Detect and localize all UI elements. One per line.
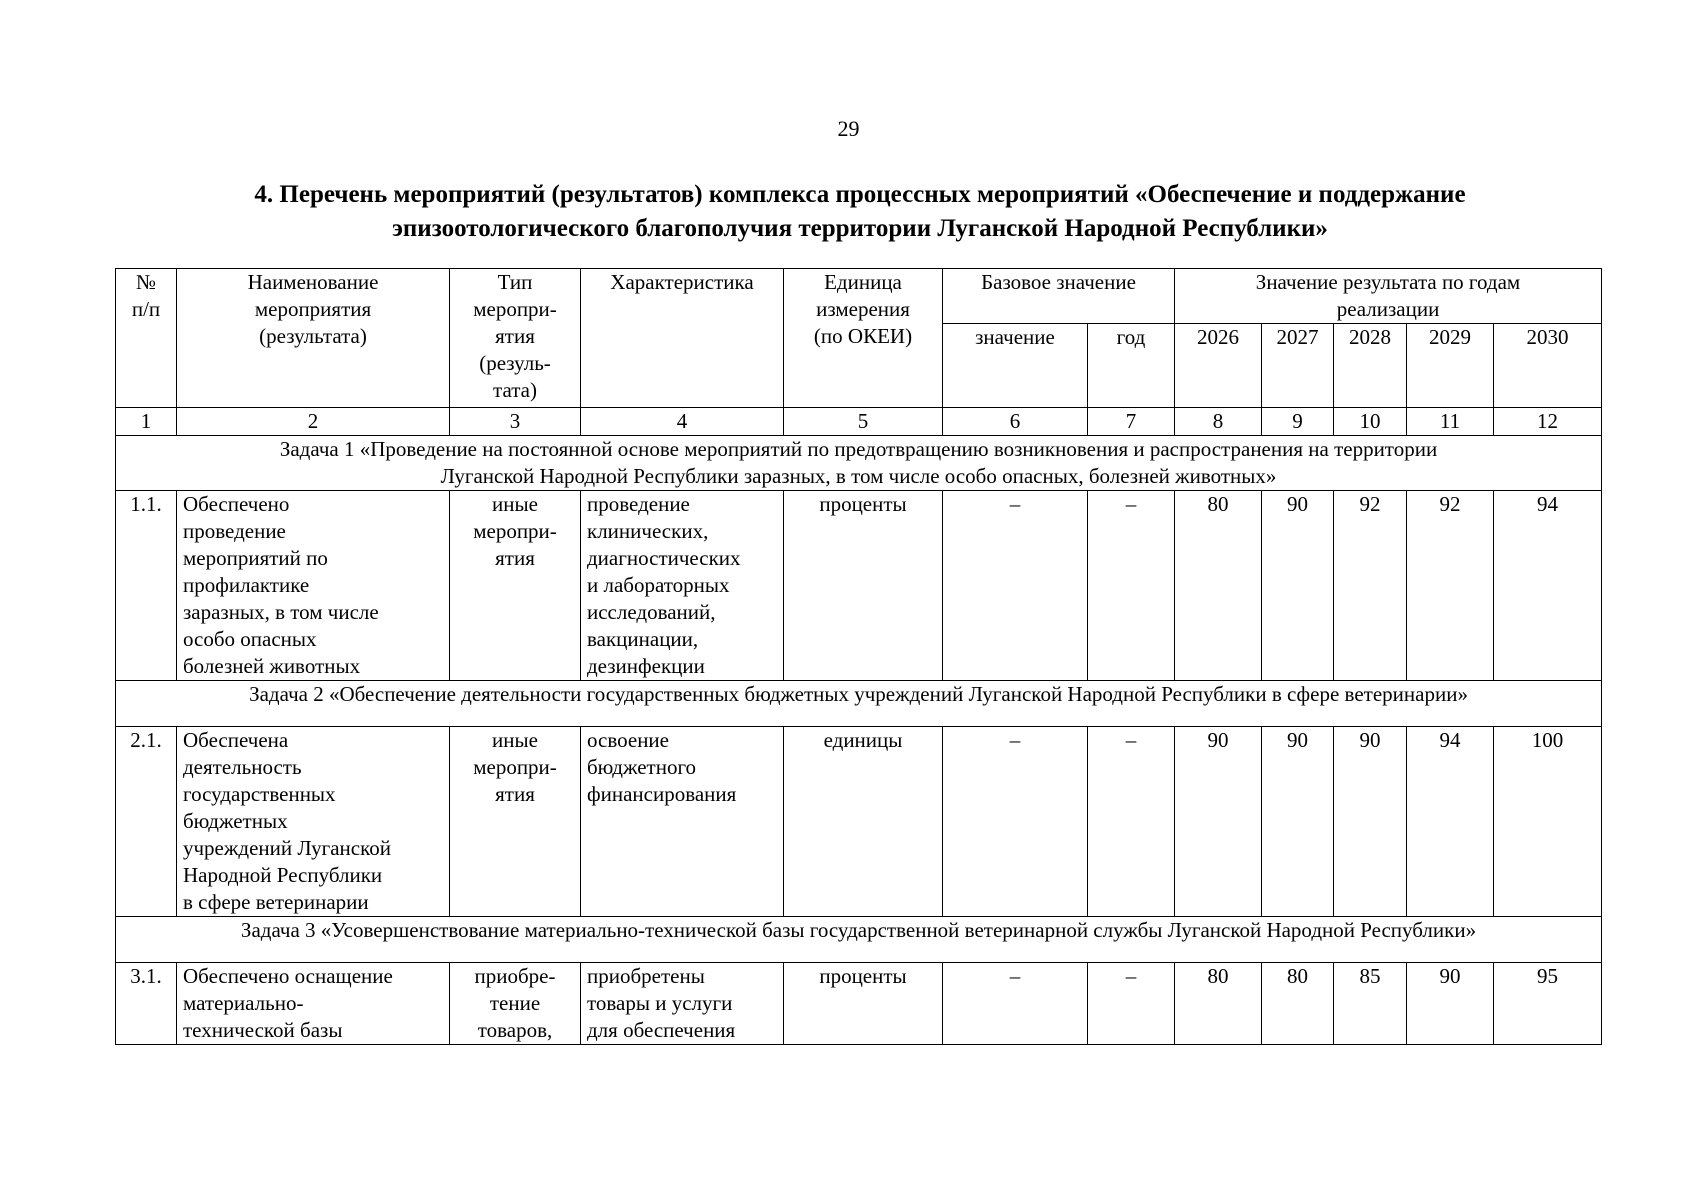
header-year-2027: 2027 [1262,324,1334,408]
measure-name [177,727,450,917]
column-number: 10 [1334,408,1407,436]
page-number: 29 [837,116,860,141]
measure-type [450,491,581,681]
column-number: 12 [1494,408,1602,436]
measure-name-line: Обеспечено оснащение [183,964,393,988]
measure-type [450,963,581,1045]
value-2030: 94 [1494,491,1602,681]
value-2029: 92 [1407,491,1494,681]
document-title [120,178,1600,246]
measure-name-line: государственных [183,782,336,806]
task-3-row [116,917,1602,963]
measure-name-line: особо опасных [183,627,317,651]
measure-unit: проценты [784,963,943,1045]
header-base-sub-value: значение [943,324,1088,408]
value-2026: 80 [1175,963,1262,1045]
header-year-2028: 2028 [1334,324,1407,408]
base-year: – [1088,727,1175,917]
header-result-line: Значение результата по годам [1255,270,1521,294]
column-number: 2 [177,408,450,436]
column-number: 11 [1407,408,1494,436]
measure-type-line: меропри- [473,755,557,779]
characteristic-line: дезинфекции [587,654,705,678]
header-num [116,269,177,408]
base-value: – [943,727,1088,917]
task-2-line: Задача 2 «Обеспечение деятельности государственных бюджетных учреждений Луганской Народной Республики в сфере ветеринарии» [249,682,1468,706]
measure-characteristic [581,963,784,1045]
measure-type-line: иные [492,728,538,752]
header-name-line: Наименование [247,270,379,294]
task-1-heading [116,436,1602,491]
characteristic-line: для обеспечения [587,1018,736,1042]
characteristic-line: клинических, [587,519,709,543]
table-row [116,491,1602,681]
value-2029: 94 [1407,727,1494,917]
measure-name-line: заразных, в том числе [183,600,379,624]
document-title-line-2: эпизоотологического благополучия территории Луганской Народной Республики» [392,215,1328,242]
header-num-line: № [135,270,157,294]
table-row [116,727,1602,917]
document-title-line-1: 4. Перечень мероприятий (результатов) комплекса процессных мероприятий «Обеспечение и поддержание [254,181,1466,208]
measure-name-line: материально- [183,991,304,1015]
column-number: 6 [943,408,1088,436]
measure-name-line: мероприятий по [183,546,328,570]
value-2030: 95 [1494,963,1602,1045]
measure-type-line: ятия [495,546,535,570]
column-number: 3 [450,408,581,436]
measure-name-line: Обеспечено [183,492,290,516]
value-2028: 85 [1334,963,1407,1045]
header-name-line: (результата) [259,324,367,348]
value-2028: 92 [1334,491,1407,681]
measure-name-line: деятельность [183,755,302,779]
task-2-heading [116,681,1602,727]
value-2027: 90 [1262,727,1334,917]
value-2026: 80 [1175,491,1262,681]
header-row-1 [116,269,1602,324]
header-year-2030: 2030 [1494,324,1602,408]
measure-name-line: бюджетных [183,809,288,833]
measures-table [115,268,1602,1045]
header-characteristic: Характеристика [581,269,784,408]
characteristic-line: приобретены [587,964,705,988]
task-1-row [116,436,1602,491]
characteristic-line: диагностических [587,546,741,570]
characteristic-line: освоение [587,728,669,752]
header-name [177,269,450,408]
row-number: 2.1. [116,727,177,917]
header-result-values [1175,269,1602,324]
header-year-2026: 2026 [1175,324,1262,408]
header-unit [784,269,943,408]
base-year: – [1088,491,1175,681]
column-number: 8 [1175,408,1262,436]
value-2027: 90 [1262,491,1334,681]
header-result-line: реализации [1336,297,1440,321]
measure-type-line: товаров, [477,1018,553,1042]
header-base-value: Базовое значение [943,269,1175,324]
measure-type [450,727,581,917]
measure-type-line: иные [492,492,538,516]
characteristic-line: и лабораторных [587,573,730,597]
measure-characteristic [581,727,784,917]
value-2026: 90 [1175,727,1262,917]
measure-type-line: тение [489,991,541,1015]
header-year-2029: 2029 [1407,324,1494,408]
header-type-line: Тип [497,270,533,294]
base-value: – [943,963,1088,1045]
header-type-line: (резуль- [479,351,551,375]
header-type-line: меропри- [473,297,557,321]
column-numbers-row [116,408,1602,436]
measure-name [177,963,450,1045]
header-name-line: мероприятия [254,297,372,321]
table-row [116,963,1602,1045]
header-type-line: ятия [495,324,535,348]
base-value: – [943,491,1088,681]
column-number: 1 [116,408,177,436]
measure-name-line: технической базы [183,1018,343,1042]
task-3-heading [116,917,1602,963]
measure-name-line: Народной Республики [183,863,383,887]
measure-type-line: меропри- [473,519,557,543]
value-2029: 90 [1407,963,1494,1045]
measure-unit: единицы [784,727,943,917]
value-2027: 80 [1262,963,1334,1045]
measure-name-line: Обеспечена [183,728,289,752]
measure-name-line: в сфере ветеринарии [183,890,369,914]
header-unit-line: измерения [816,297,910,321]
characteristic-line: проведение [587,492,690,516]
measure-name [177,491,450,681]
value-2028: 90 [1334,727,1407,917]
row-number: 3.1. [116,963,177,1045]
header-base-sub-year: год [1088,324,1175,408]
column-number: 7 [1088,408,1175,436]
characteristic-line: финансирования [587,782,737,806]
measure-name-line: учреждений Луганской [183,836,391,860]
row-number: 1.1. [116,491,177,681]
measure-characteristic [581,491,784,681]
header-num-line: п/п [131,297,161,321]
characteristic-line: вакцинации, [587,627,699,651]
header-type-line: тата) [493,378,537,402]
column-number: 5 [784,408,943,436]
characteristic-line: исследований, [587,600,716,624]
measure-name-line: профилактике [183,573,310,597]
characteristic-line: бюджетного [587,755,697,779]
measure-type-line: приобре- [474,964,556,988]
value-2030: 100 [1494,727,1602,917]
task-3-line: Задача 3 «Усовершенствование материально-технической базы государственной ветеринарной службы Луганской Народной Республики» [240,918,1477,942]
measure-name-line: болезней животных [183,654,361,678]
header-unit-line: Единица [824,270,902,294]
task-1-line: Луганской Народной Республики заразных, в том числе особо опасных, болезней животных» [440,464,1277,488]
base-year: – [1088,963,1175,1045]
column-number: 9 [1262,408,1334,436]
column-number: 4 [581,408,784,436]
header-unit-line: (по ОКЕИ) [813,324,913,348]
task-1-line: Задача 1 «Проведение на постоянной основе мероприятий по предотвращению возникновения и распространения на территории [279,437,1438,461]
characteristic-line: товары и услуги [587,991,733,1015]
measure-unit: проценты [784,491,943,681]
header-type [450,269,581,408]
measure-type-line: ятия [495,782,535,806]
task-2-row [116,681,1602,727]
measure-name-line: проведение [183,519,286,543]
